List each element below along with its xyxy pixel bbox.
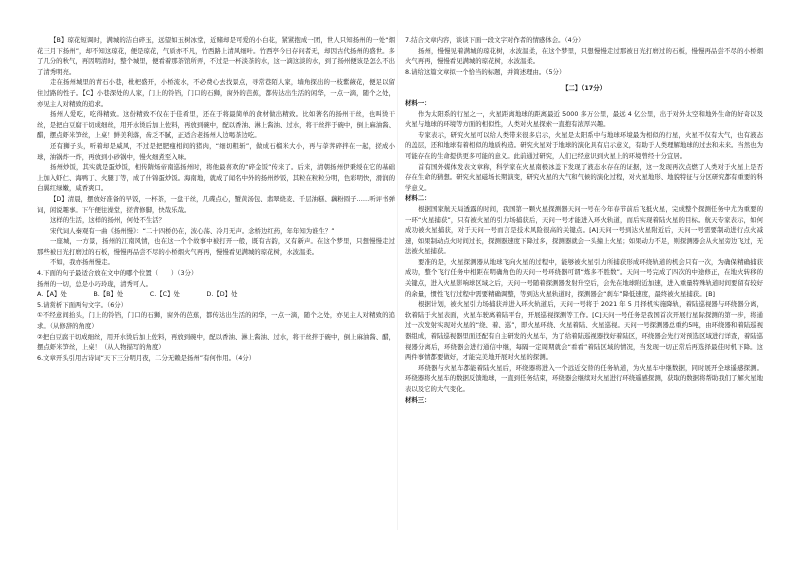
material-paragraph: 环绕器与火星车都能着陆火星后，环绕器将进入一个远近交替的任务轨道，为火星车中继数据，同时展开全球遥感探测。环绕器将火星车的数据反馈地球，一直到任务结束，环绕器会继续对火星进行环绕遥感探测，获取的数据将帮助我们了解火星地表以及它的大气变化。 (405, 363, 763, 393)
material-paragraph: 专家表示，研究火星可以给人类带来很多启示，火星是太阳系中与地球环境最为相似的行星，火星不仅有大气，也有液态的盖层，还和地球有着相似的地质构造。研究火星对于地球的演化具有启示意义，有助于人类理解地球的过去和未来。当然也为可能存在的生命提供更多可能的意义。此前通过研究，人们已经意识到火星上的环境曾经十分宜居。 (405, 130, 763, 160)
passage-paragraph: 一座城，一方景，扬州的江南风情，也在这一个个故事中被打开一般，既有古韵，又有新声。在这个梦里，只想慢慢走过那些被日光打磨过的石板，慢慢再品尝不尽的小桥烟火气再再，慢慢看见满城的琼花树，水波温柔。 (37, 237, 395, 256)
passage-paragraph: 【B】琼花短调时，满城的洁白碎玉，远望如玉树冰堂，近赌却是可爱的小白花，紧紧抱成一团，世人只知扬州的一处“烟花三月下扬州”，却不知这琼花，便是琼花，气质亦不凡，竹西路上清风细叶。竹西亭今日存问者无，却因古代扬州的盛世。多了几分的秋气，再因明清时，整个城里，便看着那茶馆所弄，不过是一杯淡茶的水，这一滴这淡的水，到了扬州便该是怎么不出了清秀明亮。 (37, 36, 395, 76)
section-heading: 【二】（17分） (561, 84, 607, 93)
question-8: 8.请给这篇文章拟一个恰当的标题，并简述理由。（5分） (405, 67, 566, 76)
column-divider (397, 30, 398, 530)
material-paragraph: 根据国家航天局透露的时间，我国第一颗火星探测器天问一号在今年春节前后飞抵火星，完成整个探测任务中尤为重要的一环“火星捕获”，只有被火星的引力场捕获后，天问一号才能进入环火轨道，而后实现着陆火星的目标。航天专家表示，如何成功被火星捕获，对于天问一号而言是技术风险很高的关键点。[A]天问一号到达火星附近后，天问一号需要制动进行点火减速，如果制动点火时间过长，探测器速度下降过多，探测器就会一头撞上火星；如果动力不足，则探测器会从火星旁边飞过，无法被火星捕获。 (405, 204, 763, 256)
question-7-text: 扬州，慢慢见着满城的琼花树，水波温柔，在这个梦里，只想慢慢走过那被日光打磨过的石板，慢慢再品尝不尽的小桥烟火气再再，慢慢看见满城的琼花树，水波温柔。 (405, 46, 763, 66)
right-column (405, 35, 763, 405)
option-c[interactable]: C.【C】处 (149, 290, 180, 299)
question-5-item-2: ②把白豆腐干切成细丝，用开水烫后加上佐料，再放到碗中，配以香油、淋上酱油、过水，将干丝拌于碗中，倒上麻油酱、醋，摆点虾米笋丝，上桌！（从人物描写的角度） (37, 332, 395, 352)
material-1-heading: 材料一： (405, 98, 431, 107)
left-column (37, 35, 395, 363)
question-4: 4.下面的句子最适合放在文中的哪个位置（ ）（3分） (37, 269, 198, 278)
passage-paragraph: 还有狮子头，听着却是威风，不过是把肥瘦相间的猪肉，“细切粗斩”，做成石榴米大小，再与荸荠碎拌在一起，搓成小球，油锅炸一炸，再放到小砂锅中，慢火细煮至入味。 (37, 141, 395, 161)
passage-paragraph: 走在扬州城里的青石小巷，枇杷盛开，小桥流水，不必费心去找景点，寻常巷陌人家，墙角探出的一枝紫薇花，便足以留住过路的性子。【C】小巷深处的人家，门上的铃铛，门口的石狮，窗外的芭蕉，都传达出生活的闲华，一点一滴，随个之处，亦见主人对精致的追求。 (37, 78, 395, 108)
passage-paragraph: 扬州人爱吃，吃得精致。这份精致不仅在于佳肴里，还在于将最简单的食材做出精致。比如著名的扬州干丝，也叫烫干丝，是把白豆腐干切成细丝，用开水烫后加上佐料，再放到碗中，配以香油、淋上酱油、过水，将干丝拌于碗中，倒上麻油酱、醋，摆点虾米笋丝，上桌！鲜美利落，齿乏不腻，正适合老扬州人边喝茶边吃。 (37, 110, 395, 140)
passage-paragraph: 宋代词人秦观有一曲《扬州慢》：“二十四桥仍在，波心荡、冷月无声。念桥边红药，年年知为谁生？” (50, 226, 335, 235)
question-4-options (37, 289, 237, 300)
option-a[interactable]: A.【A】处 (37, 290, 67, 299)
question-4-sentence: 扬州的一切，总是小巧玲珑，清秀可人。 (37, 279, 153, 288)
material-paragraph: 要准的是，火星探测器从地球飞向火星的过程中，能够被火星引力所捕获形成环绕轨道的机会只有一次，为确保精确捕获成功，整个飞行任务中相距在明确角色的天问一号环绕器可谓“炼多不胜数”。天问一号完成了四次的中途修正，在地火转移的关键点，进入火星影响球区域之后，天问一号随着探测器发射升空后，会先在地球附近加速，进入重量特殊轨道时间要留有较好的余量，惯性飞行过程中需要精确调整，等到达火星轨道时，探测器会“刹车”降低速度，最终被火星捕获。[B] (405, 257, 763, 298)
question-7: 7.结合文章内容，谈谈下面一段文字对作者的情感体会。（4分） (405, 36, 585, 44)
passage-paragraph: 不如，我亦扬州慢走。 (50, 258, 114, 267)
question-5: 5.请赏析下面两句文字。（6分） (37, 300, 128, 309)
material-paragraph: 首有国外媒体发表文章称，科学家在火星南极冰盖下发现了液态水存在的证据，这一发现再次点燃了人类对于火星上是否存在生命的猜想。研究火星磁场长期演变，研究火星的大气和气候的演化过程，对火星地形、地貌特征与分区研究都有重要的科学意义。 (405, 162, 763, 192)
material-paragraph: 作为太阳系的行星之一，火星距离地球的距离最近 5000 多万公里，最远 4 亿公里，出于对外太空和地外生命的好奇以及火星与地球的环境等方面的相似性，人类对火星探索一直抱有浓厚兴趣。 (405, 109, 763, 129)
material-paragraph: 根据计划，被火星引力场捕获并进入环火轨道后，天问一号将于 2021 年 5 月择机实施降轨，着陆巡视器与环绕器分离，软着陆于火星表面，火星车驶离着陆平台，开展巡视探测等工作。[C]天问一号任务是我国首次开展行星际探测的第一步，将通过一次发射实现对火星的“绕、着、巡”，即火星环绕、火星着陆、火星巡视。天问一号探测器总重约5吨，由环绕器和着陆巡视器组成，着陆巡视器里面还配有自主研发的火星车，为了给着陆巡视器找好着陆区，环绕器会先行对预选区域进行详查，着陆巡视器分离后，环绕器会进行通信中继，每隔一定周期就会“看看”着陆区域的情况，当发现一切正常后再选择最佳时机下降。这两件事情都要做好，才能完美地开展对火星的探测。 (405, 300, 763, 362)
material-2-heading: 材料二： (405, 194, 431, 203)
passage-paragraph: 扬州炒饭，其实就是蛋炒饭，相传隋炀帝南巡扬州时，将他最喜欢的“碎金饭”传来了。后来，清朝扬州伊秉绶在它的基础上加入虾仁、海鸭丁、火腿丁等，成了什锦蛋炒饭。海南地，就成了闻名中外的扬州炒饭，其粒在粒粒分明，色彩明快，滑润的白翼红绿嫩，咸香爽口。 (37, 163, 395, 193)
question-6: 6.文章开头引用古诗词“天下三分明月夜，二分无赖是扬州”有何作用。（4分） (37, 353, 256, 362)
passage-paragraph: 【D】清晨，摆放好准备的早饭，一杯茶，一盘干丝，几碟点心，蟹黄汤包、翡翠烧麦、千层油糕、藕粉圆子……听评书弹词，闲说趣事。下午便往澡堂，搓背修脚，快哉乐哉。 (37, 194, 395, 214)
material-3-heading: 材料三： (405, 395, 431, 404)
question-5-item-1: ①不经意间抬头，门上的铃铛，门口的石狮，窗外的芭蕉，都传达出生活的闲华，一点一滴，随个之处，亦见主人对精致的追求。（从修辞的角度） (37, 311, 395, 331)
passage-paragraph: 这样的生活，这样的扬州，何处不生活？ (50, 216, 166, 225)
option-d[interactable]: D.【D】处 (206, 290, 238, 299)
option-b[interactable]: B.【B】处 (93, 290, 124, 299)
